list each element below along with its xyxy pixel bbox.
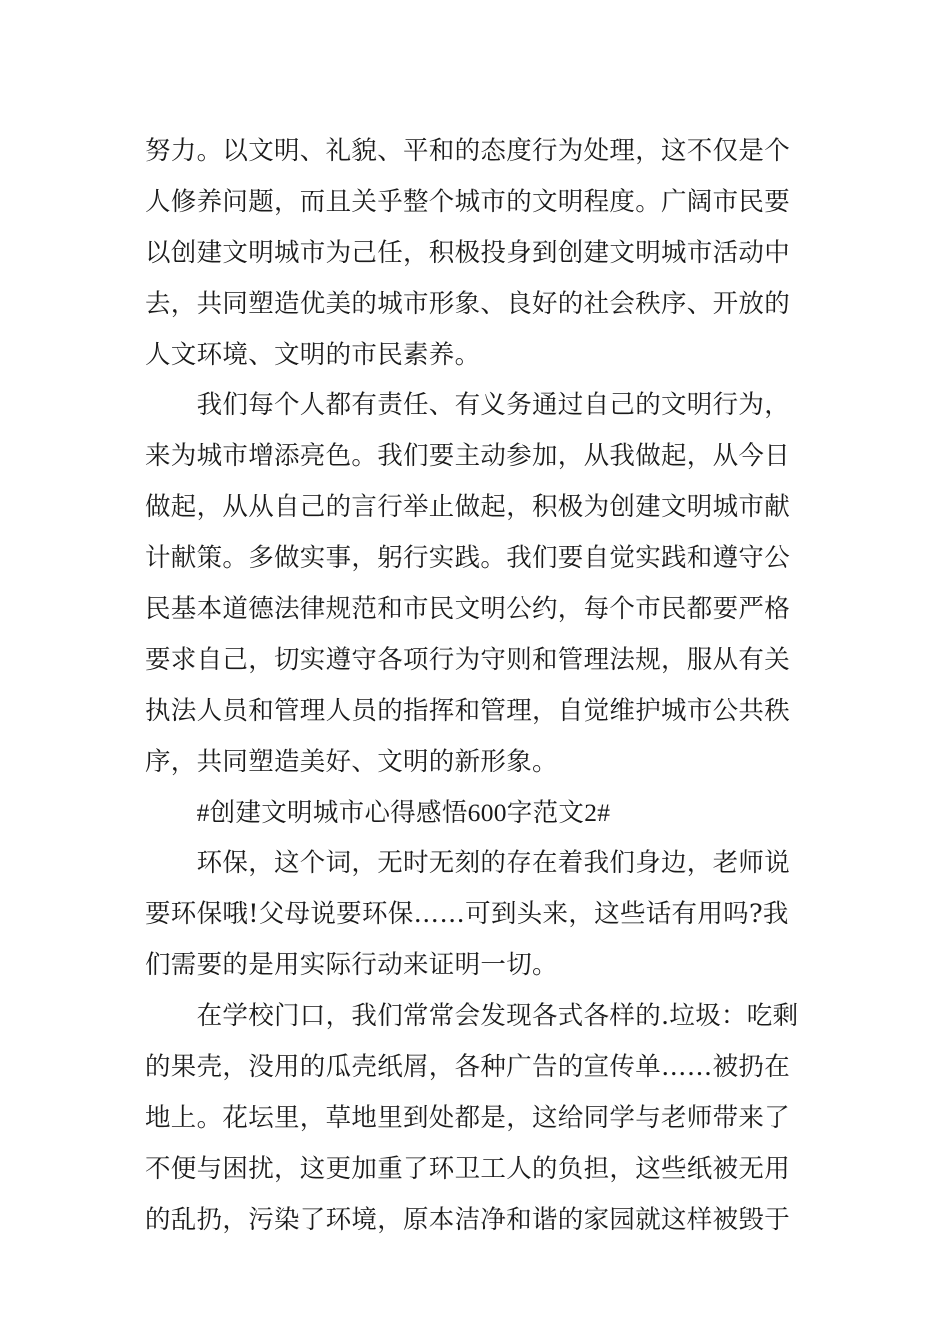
text-line: 做起，从从自己的言行举止做起，积极为创建文明城市献: [145, 492, 791, 523]
text-line: 我们每个人都有责任、有义务通过自己的文明行为，: [145, 390, 791, 421]
section-heading: #创建文明城市心得感悟600字范文2#: [145, 797, 611, 827]
text-line: 计献策。多做实事，躬行实践。我们要自觉实践和遵守公: [145, 543, 791, 574]
text-line: 人文环境、文明的市民素养。: [145, 339, 481, 370]
text-line: 去，共同塑造优美的城市形象、良好的社会秩序、开放的: [145, 288, 791, 319]
text-line: 要求自己，切实遵守各项行为守则和管理法规，服从有关: [145, 644, 791, 675]
text-line: 环保，这个词，无时无刻的存在着我们身边，老师说: [145, 848, 791, 879]
text-line: 们需要的是用实际行动来证明一切。: [145, 950, 558, 981]
text-line: 来为城市增添亮色。我们要主动参加，从我做起，从今日: [145, 441, 791, 472]
text-line: 的乱扔，污染了环境，原本洁净和谐的家园就这样被毁于: [145, 1204, 791, 1235]
text-line: 执法人员和管理人员的指挥和管理，自觉维护城市公共秩: [145, 695, 791, 726]
text-line: 民基本道德法律规范和市民文明公约，每个市民都要严格: [145, 594, 791, 625]
text-line: 在学校门口，我们常常会发现各式各样的.垃圾：吃剩: [145, 1001, 799, 1032]
text-line: 人修养问题，而且关乎整个城市的文明程度。广阔市民要: [145, 186, 791, 217]
text-line: 序，共同塑造美好、文明的新形象。: [145, 746, 558, 777]
text-line: 要环保哦!父母说要环保……可到头来，这些话有用吗?我: [145, 899, 789, 930]
document-body: [145, 126, 810, 1246]
text-line: 地上。花坛里，草地里到处都是，这给同学与老师带来了: [145, 1102, 791, 1133]
text-line: 努力。以文明、礼貌、平和的态度行为处理，这不仅是个: [145, 136, 791, 166]
text-line: 以创建文明城市为己任，积极投身到创建文明城市活动中: [145, 237, 791, 268]
text-line: 的果壳，没用的瓜壳纸屑，各种广告的宣传单……被扔在: [145, 1052, 791, 1083]
text-line: 不便与困扰，这更加重了环卫工人的负担，这些纸被无用: [145, 1153, 791, 1184]
